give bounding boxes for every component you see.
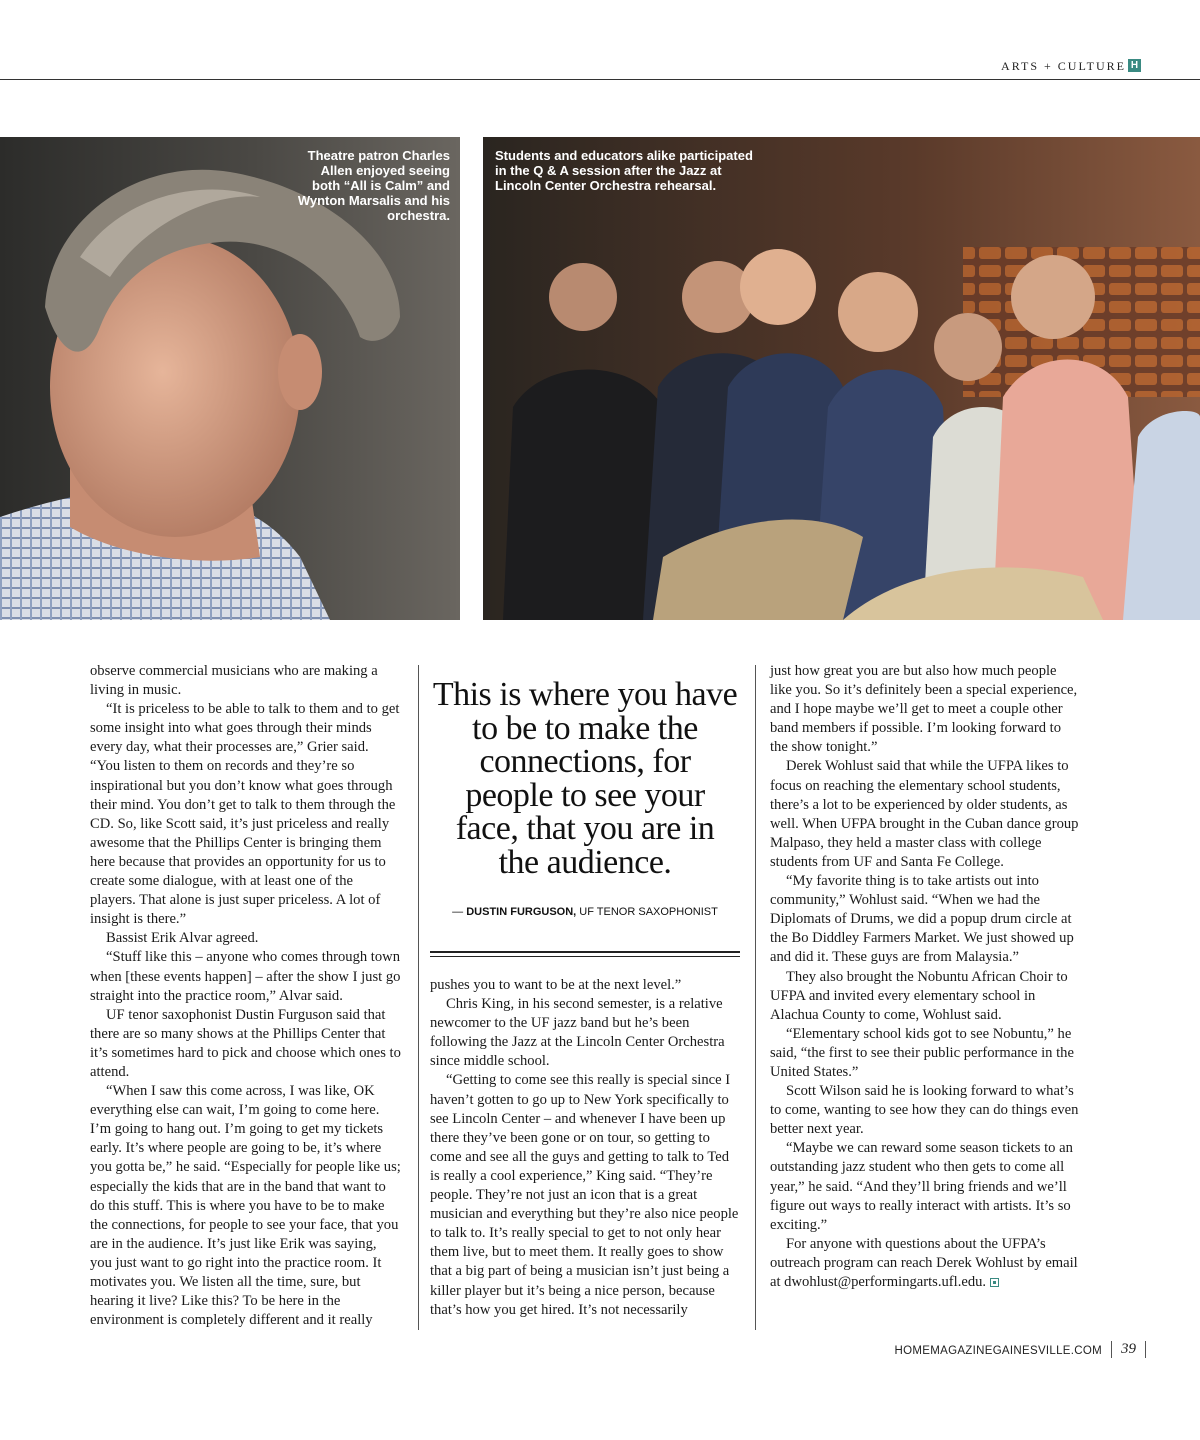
pull-quote-rule	[430, 956, 740, 957]
footer-website: HOMEMAGAZINEGAINESVILLE.COM	[894, 1345, 1102, 1357]
paragraph: just how great you are but also how much people like you. So it’s definitely been a special experience, and I hope maybe we’ll get to meet a couple other band members if possible. I’m looking forward to the show tonight.”	[770, 663, 1078, 756]
column-rule-2	[755, 665, 756, 1330]
paragraph: UF tenor saxophonist Dustin Furguson said that there are so many shows at the Phillips Center that it’s sometimes hard to pick and choose which ones to attend.	[90, 1006, 401, 1080]
attribution-role: UF TENOR SAXOPHONIST	[576, 906, 718, 918]
paragraph: Chris King, in his second semester, is a relative newcomer to the UF jazz band but he’s been following the Jazz at the Lincoln Center Orchestra since middle school.	[430, 996, 725, 1070]
pull-quote: This is where you have to be to make the connections, for people to see your face, that you are in the audience.	[432, 676, 738, 881]
paragraph: They also brought the Nobuntu African Choir to UFPA and invited every elementary school in Alachua County to come, Wohlust said.	[770, 968, 1068, 1023]
paragraph: “Elementary school kids got to see Nobuntu,” he said, “the first to see their public performance in the United States.”	[770, 1025, 1074, 1080]
article-column-3	[770, 662, 1080, 1292]
paragraph: Derek Wohlust said that while the UFPA likes to focus on reaching the elementary school students, there’s a lot to be experienced by older students, as well. When UFPA brought in the Cuban dance group Malpaso, they held a master class with college students from UF and Santa Fe College.	[770, 758, 1079, 870]
paragraph: “It is priceless to be able to talk to them and to get some insight into what goes through their minds every day, what their processes are,” Grier said. “You listen to them on records and they’re so inspirational but you don’t know what goes through their mind. You don’t get to talk to them through the CD. So, like Scott said, it’s just priceless and really awesome that the Phillips Center is bringing them here because that provides an opportunity for us to create some dialogue, with at least one of the players. That alone is just super priceless. A lot of insight is there.”	[90, 701, 400, 928]
footer-divider	[1111, 1341, 1112, 1358]
end-mark-icon	[990, 1278, 999, 1287]
paragraph: pushes you to want to be at the next level.”	[430, 977, 682, 993]
column-rule-1	[418, 665, 419, 1330]
attribution-name: DUSTIN FURGUSON,	[466, 906, 577, 918]
paragraph: “Maybe we can reward some season tickets to an outstanding jazz student who then gets to come all year,” he said. “And they’ll bring friends and we’ll figure out ways to really interact with artists. It’s so exciting.”	[770, 1140, 1073, 1233]
paragraph: observe commercial musicians who are making a living in music.	[90, 663, 378, 699]
section-label: ARTS + CULTURE	[1001, 59, 1126, 73]
pull-quote-attribution	[432, 906, 738, 918]
paragraph: “My favorite thing is to take artists out into community,” Wohlust said. “When we had the Diplomats of Drums, we did a popup drum circle at the Bo Diddley Farmers Market. We just showed up and did it. These guys are from Malaysia.”	[770, 873, 1074, 966]
article-column-2	[430, 976, 740, 1320]
footer-divider	[1145, 1341, 1146, 1358]
photo-caption-right: Students and educators alike participated in the Q & A session after the Jazz at Lincoln Center Orchestra rehearsal.	[495, 148, 753, 193]
paragraph: “When I saw this come across, I was like, OK everything else can wait, I’m going to come here. I’m going to hang out. I’m going to get my tickets early. It’s where people are going to be, it’s where you gotta be,” he said. “Especially for people like us; especially the kids that are in the band that want to do this stuff. This is where you have to be to make the connections, for people to see your face, that you are in the audience. It’s just like Erik was saying, you just want to go right into the practice room. It motivates you. We listen all the time, sure, but hearing it live? Like this? To be here in the environment is completely different and it really	[90, 1083, 401, 1329]
photo-audience	[483, 137, 1200, 620]
pull-quote-rule	[430, 951, 740, 953]
header-rule	[0, 79, 1200, 80]
paragraph: Scott Wilson said he is looking forward to what’s to come, wanting to see how they can do things even better next year.	[770, 1083, 1079, 1138]
paragraph	[770, 1235, 1080, 1292]
paragraph: Bassist Erik Alvar agreed.	[106, 930, 259, 947]
paragraph: “Stuff like this – anyone who comes through town when [these events happen] – after the show I just go straight into the practice room,” Alvar said.	[90, 949, 401, 1004]
magazine-logo-badge: H	[1128, 59, 1141, 72]
paragraph: “Getting to come see this really is special since I haven’t gotten to go up to New York specifically to see Lincoln Center – and whenever I have been up there they’ve been gone or on tour, so getting to come and see all the guys and getting to talk to Ted is really a cool experience,” King said. “They’re people. They’re not just an icon that is a great musician and everything but they’re also nice people to talk to. It’s really special to get to not only hear them live, but to meet them. It really goes to show that a big part of being a musician isn’t just being a killer player but it’s being a nice person, because that’s how you get hired. It’s not necessarily	[430, 1072, 739, 1318]
photo-caption-left: Theatre patron Charles Allen enjoyed seeing both “All is Calm” and Wynton Marsalis and his orchestra.	[297, 148, 450, 223]
page-number: 39	[1121, 1341, 1136, 1357]
final-paragraph-text: For anyone with questions about the UFPA’s outreach program can reach Derek Wohlust by email at dwohlust@performingarts.ufl.edu.	[770, 1235, 1078, 1290]
photo-charles-allen	[0, 137, 460, 620]
article-column-1	[90, 662, 402, 1330]
attribution-dash: —	[452, 906, 467, 918]
audience-illustration	[483, 137, 1200, 620]
